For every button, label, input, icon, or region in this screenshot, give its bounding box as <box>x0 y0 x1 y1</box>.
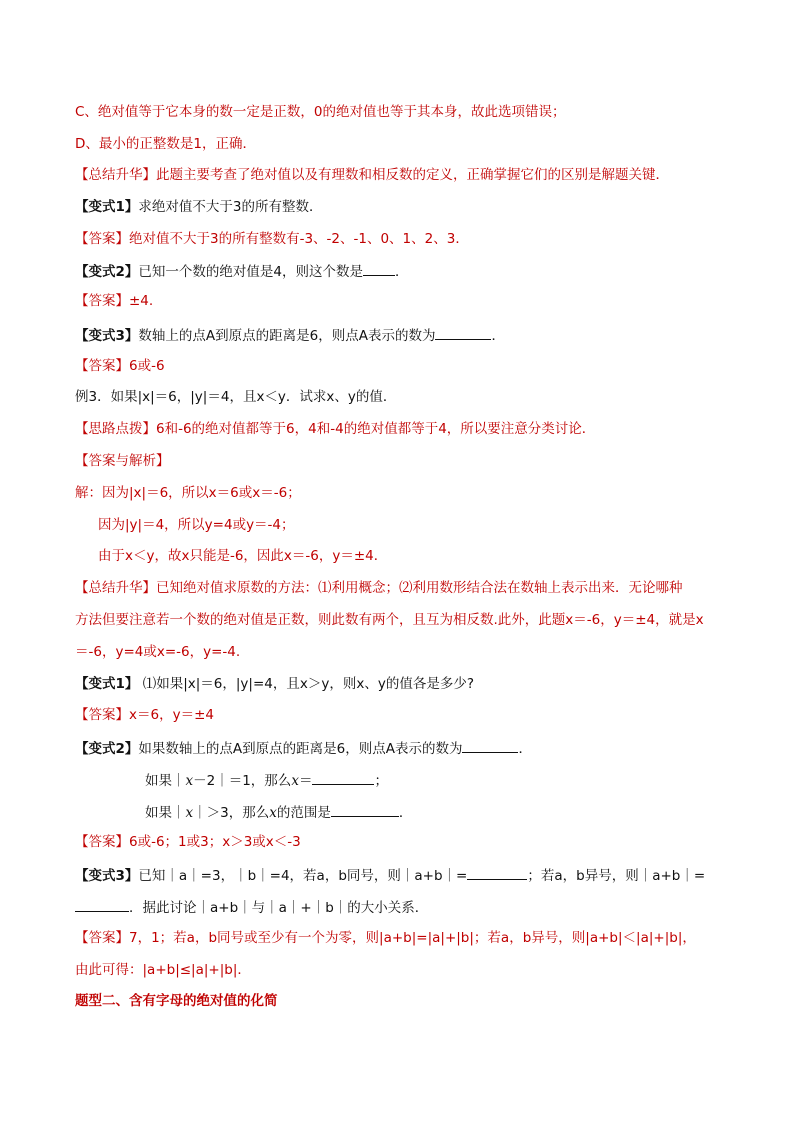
summary-tag: 【总结升华】 <box>75 167 156 183</box>
text-part: ＝ <box>298 773 313 789</box>
var-x: x <box>291 773 299 789</box>
answer-blank <box>331 802 399 817</box>
variant-tag: 【变式2】 <box>75 741 139 757</box>
var-x: x <box>269 805 277 821</box>
text-part: 的范围是 <box>276 805 331 821</box>
semicolon: ； <box>374 773 388 789</box>
answer-3b-line-1 <box>75 929 734 947</box>
summary-text: 已知绝对值求原数的方法：⑴利用概念；⑵利用数形结合法在数轴上表示出来．无论哪种 <box>156 580 683 596</box>
variant-text: ⑴如果|x|＝6，|y|=4，且x＞y，则x、y的值各是多少? <box>142 676 474 692</box>
summary-2-line-3 <box>75 643 734 661</box>
example-3 <box>75 388 734 406</box>
answer-tag: 【答案】 <box>75 930 129 946</box>
variant-3b-line-2 <box>75 897 734 917</box>
variant-tag: 【变式3】 <box>75 328 139 344</box>
answer-analysis <box>75 452 734 470</box>
solution-text: 因为|y|＝4，所以y=4或y＝-4； <box>98 517 295 533</box>
section-heading-type-2 <box>75 992 734 1010</box>
section-tag: 题型二、 <box>75 993 129 1009</box>
answer-blank <box>363 261 395 276</box>
answer-tag: 【答案】 <box>75 293 129 309</box>
variant-2b-line-2 <box>145 770 734 790</box>
variant-tag: 【变式3】 <box>75 868 139 884</box>
period: ． <box>398 805 413 821</box>
variant-text: 求绝对值不大于3的所有整数． <box>138 199 323 215</box>
answer-1 <box>75 230 734 248</box>
answer-blank <box>75 897 129 912</box>
period: ． <box>518 741 532 757</box>
hint-text: 6和-6的绝对值都等于6，4和-4的绝对值都等于4，所以要注意分类讨论． <box>156 421 596 437</box>
variant-text: 如果数轴上的点A到原点的距离是6，则点A表示的数为 <box>138 741 463 757</box>
variant-1 <box>75 198 734 216</box>
variant-2 <box>75 261 734 281</box>
variant-tag: 【变式1】 <box>75 676 139 692</box>
period: ． <box>395 264 409 280</box>
answer-blank <box>467 865 527 880</box>
answer-text: 由此可得：|a+b|≤|a|+|b|． <box>75 962 251 978</box>
example-text: 例3．如果|x|＝6，|y|＝4，且x＜y．试求x、y的值． <box>75 389 397 405</box>
variant-text: ；若a，b异号，则｜a+b｜= <box>527 868 706 884</box>
summary-1 <box>75 166 734 184</box>
solution-text: 由于x＜y，故x只能是-6，因此x＝-6，y＝±4． <box>98 548 388 564</box>
answer-3 <box>75 357 734 375</box>
answer-tag: 【答案】 <box>75 358 129 374</box>
answer-tag: 【答案】 <box>75 834 129 850</box>
text-part: －2｜＝1，那么 <box>193 773 292 789</box>
answer-1b <box>75 706 734 724</box>
variant-text: 已知一个数的绝对值是4，则这个数是 <box>138 264 363 280</box>
solution-line-2 <box>98 516 734 534</box>
variant-tag: 【变式2】 <box>75 264 139 280</box>
answer-blank <box>312 770 374 785</box>
var-x: x <box>185 805 194 821</box>
option-c-line <box>75 103 734 121</box>
variant-2b <box>75 738 734 758</box>
variant-3b-line-1 <box>75 865 734 885</box>
answer-2 <box>75 292 734 310</box>
summary-2-line-1 <box>75 579 734 597</box>
summary-text: ＝-6，y=4或x=-6，y=-4. <box>75 644 241 660</box>
answer-text: x＝6，y＝±4 <box>129 707 214 723</box>
solution-line-1 <box>75 484 734 502</box>
variant-1b <box>75 675 734 693</box>
variant-text: ．据此讨论｜a+b｜与｜a｜+｜b｜的大小关系． <box>129 900 429 916</box>
variant-3 <box>75 325 734 345</box>
text-part: ｜＞3，那么 <box>193 805 270 821</box>
answer-analysis-tag: 【答案与解析】 <box>75 453 170 469</box>
answer-3b-line-2 <box>75 961 734 979</box>
answer-text: 6或-6 <box>129 358 165 374</box>
answer-tag: 【答案】 <box>75 707 129 723</box>
variant-text: 数轴上的点A到原点的距离是6，则点A表示的数为 <box>138 328 436 344</box>
hint-tag: 【思路点拨】 <box>75 421 156 437</box>
answer-text: 绝对值不大于3的所有整数有-3、-2、-1、0、1、2、3． <box>129 231 469 247</box>
text-part: 如果｜ <box>145 805 186 821</box>
text-part: 如果｜ <box>145 773 186 789</box>
option-d-line <box>75 135 734 153</box>
section-title: 含有字母的绝对值的化简 <box>129 993 278 1009</box>
option-d-text: D、最小的正整数是1，正确． <box>75 136 256 152</box>
answer-2b <box>75 833 734 851</box>
solution-text: 解：因为|x|＝6，所以x＝6或x＝-6； <box>75 485 301 501</box>
summary-text: 方法但要注意若一个数的绝对值是正数，则此数有两个，且互为相反数.此外，此题x＝-6，y＝±4，就是x <box>75 612 704 628</box>
hint <box>75 420 734 438</box>
answer-text: ±4. <box>129 293 154 309</box>
answer-text: 7，1；若a，b同号或至少有一个为零，则|a+b|=|a|+|b|；若a，b异号，则|a+b|＜|a|+|b|， <box>129 930 696 946</box>
period: ． <box>491 328 505 344</box>
summary-text: 此题主要考查了绝对值以及有理数和相反数的定义，正确掌握它们的区别是解题关键． <box>156 167 669 183</box>
variant-2b-line-3 <box>145 802 734 822</box>
answer-blank <box>462 738 518 753</box>
option-c-text: C、绝对值等于它本身的数一定是正数，0的绝对值也等于其本身，故此选项错误； <box>75 104 566 120</box>
summary-tag: 【总结升华】 <box>75 580 156 596</box>
summary-2-line-2 <box>75 611 734 629</box>
solution-line-3 <box>98 547 734 565</box>
var-x: x <box>185 773 194 789</box>
answer-tag: 【答案】 <box>75 231 129 247</box>
answer-text: 6或-6；1或3；x＞3或x＜-3 <box>129 834 301 850</box>
variant-tag: 【变式1】 <box>75 199 139 215</box>
answer-blank <box>435 325 491 340</box>
variant-text: 已知｜a｜=3，｜b｜=4，若a，b同号，则｜a+b｜= <box>138 868 468 884</box>
